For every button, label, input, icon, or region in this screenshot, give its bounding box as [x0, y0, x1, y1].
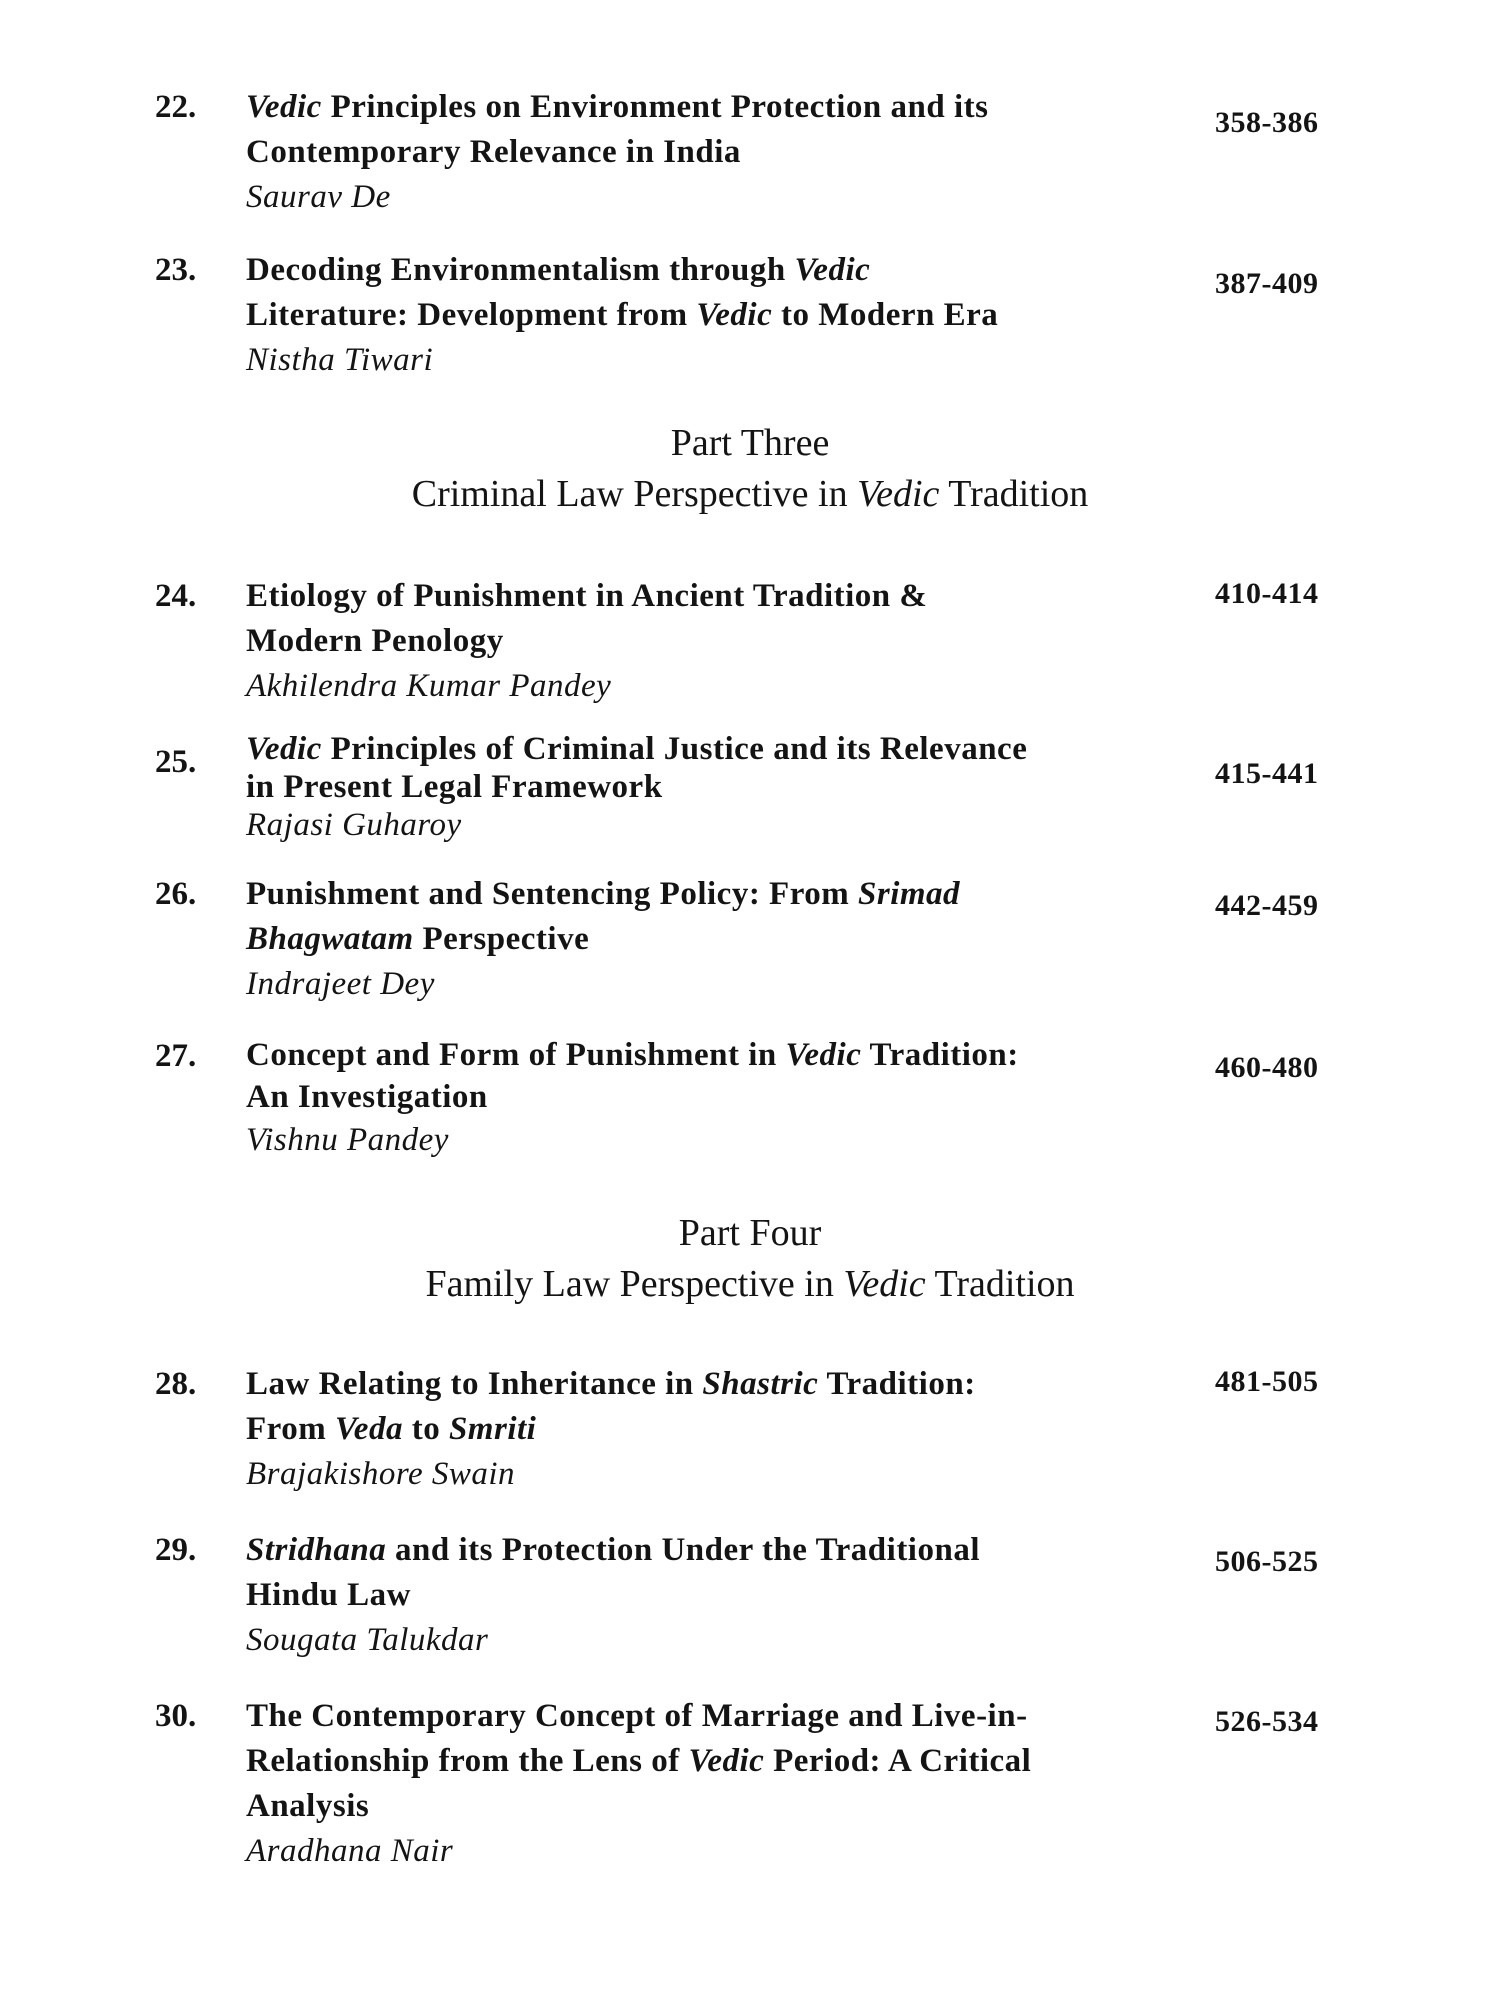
text-run: to: [402, 1411, 449, 1447]
italic-term: Shastric: [702, 1366, 819, 1402]
entry-author: Rajasi Guharoy: [246, 807, 462, 843]
text-run: Etiology of Punishment in Ancient Tradition &: [246, 578, 928, 614]
entry-author: Saurav De: [246, 179, 391, 215]
italic-term: Vedic: [696, 297, 773, 333]
text-run: Tradition:: [818, 1366, 976, 1402]
italic-term: Vedic: [843, 1263, 926, 1305]
part-four-heading: [0, 1208, 1500, 1310]
italic-term: Vedic: [857, 473, 940, 515]
entry-author: Sougata Talukdar: [246, 1622, 489, 1658]
text-run: in Present Legal Framework: [246, 769, 663, 805]
entry-title: [246, 1362, 1186, 1452]
text-run: Relationship from the Lens of: [246, 1743, 689, 1779]
italic-term: Vedic: [794, 252, 871, 288]
entry-number: 25.: [155, 744, 197, 780]
part-label: Part Three: [670, 422, 830, 464]
entry-number: 23.: [155, 252, 197, 288]
entry-pages: 442-459: [1215, 889, 1319, 922]
part-three-heading: [0, 418, 1500, 520]
text-run: Principles on Environment Protection and its: [321, 89, 989, 125]
text-run: Decoding Environmentalism through: [246, 252, 795, 288]
entry-author: Indrajeet Dey: [246, 966, 435, 1002]
text-run: An Investigation: [246, 1079, 488, 1115]
text-run: Contemporary Relevance in India: [246, 134, 741, 170]
part-title: [0, 1258, 1500, 1310]
entry-title: [246, 248, 1186, 338]
entry-pages: 358-386: [1215, 106, 1319, 139]
text-run: Tradition:: [861, 1037, 1019, 1073]
entry-number: 22.: [155, 89, 197, 125]
entry-title: [246, 1694, 1186, 1829]
entry-number: 28.: [155, 1366, 197, 1402]
entry-pages: 526-534: [1215, 1705, 1319, 1738]
italic-term: Stridhana: [246, 1532, 387, 1568]
text-run: Law Relating to Inheritance in: [246, 1366, 703, 1402]
entry-number: 27.: [155, 1038, 197, 1074]
text-run: Analysis: [246, 1788, 370, 1824]
text-run: Family Law Perspective in: [425, 1263, 844, 1305]
entry-author: Akhilendra Kumar Pandey: [246, 668, 612, 704]
entry-pages: 387-409: [1215, 267, 1319, 300]
text-run: Literature: Development from: [246, 297, 697, 333]
entry-author: Brajakishore Swain: [246, 1456, 516, 1492]
text-run: Tradition: [925, 1263, 1075, 1305]
entry-number: 30.: [155, 1698, 197, 1734]
entry-pages: 460-480: [1215, 1051, 1319, 1084]
text-run: Tradition: [939, 473, 1089, 515]
entry-number: 29.: [155, 1532, 197, 1568]
part-label: Part Four: [678, 1212, 822, 1254]
entry-number: 24.: [155, 578, 197, 614]
italic-term: Bhagwatam: [246, 921, 414, 957]
text-run: Punishment and Sentencing Policy: From: [246, 876, 859, 912]
text-run: to Modern Era: [772, 297, 999, 333]
text-run: Criminal Law Perspective in: [411, 473, 858, 515]
text-run: From: [246, 1411, 335, 1447]
italic-term: Vedic: [246, 731, 322, 767]
text-run: Principles of Criminal Justice and its Relevance: [321, 731, 1028, 767]
entry-author: Nistha Tiwari: [246, 342, 434, 378]
entry-author: Vishnu Pandey: [246, 1122, 449, 1158]
entry-title: [246, 1528, 1186, 1618]
text-run: The Contemporary Concept of Marriage and Live-in-: [246, 1698, 1028, 1734]
entry-title: [246, 85, 1186, 175]
text-run: Period: A Critical: [764, 1743, 1032, 1779]
entry-title: [246, 574, 1186, 664]
entry-title: [246, 730, 1186, 806]
text-run: Perspective: [413, 921, 590, 957]
entry-pages: 410-414: [1215, 577, 1319, 610]
italic-term: Smriti: [448, 1411, 537, 1447]
italic-term: Vedic: [246, 89, 322, 125]
italic-term: Veda: [334, 1411, 403, 1447]
part-title: [0, 468, 1500, 520]
text-run: Hindu Law: [246, 1577, 411, 1613]
italic-term: Vedic: [785, 1037, 862, 1073]
entry-title: [246, 1034, 1186, 1118]
text-run: Modern Penology: [246, 623, 504, 659]
entry-pages: 415-441: [1215, 757, 1319, 790]
entry-author: Aradhana Nair: [246, 1833, 454, 1869]
entry-number: 26.: [155, 876, 197, 912]
italic-term: Vedic: [688, 1743, 765, 1779]
text-run: Concept and Form of Punishment in: [246, 1037, 786, 1073]
entry-pages: 506-525: [1215, 1545, 1319, 1578]
text-run: and its Protection Under the Traditional: [386, 1532, 980, 1568]
entry-title: [246, 872, 1186, 962]
italic-term: Srimad: [858, 876, 961, 912]
entry-pages: 481-505: [1215, 1365, 1319, 1398]
